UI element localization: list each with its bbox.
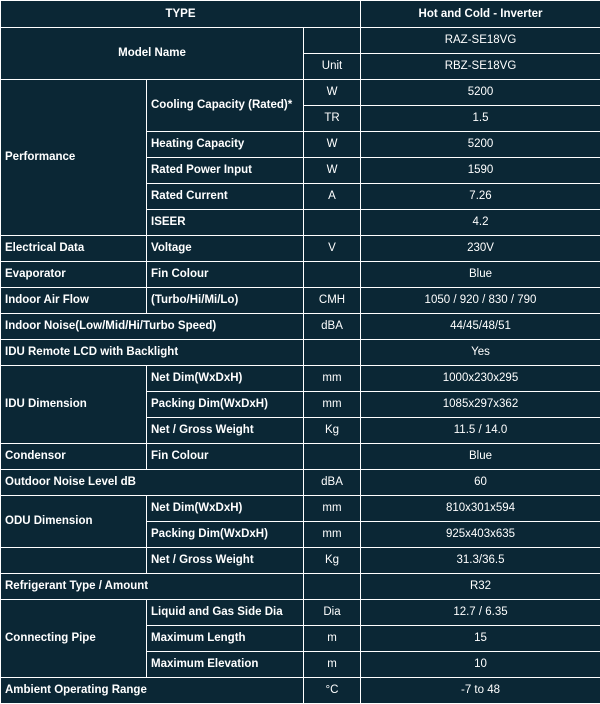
- refrigerant-row: [1, 574, 600, 600]
- idu-pack-unit: mm: [304, 392, 361, 418]
- odu-pack-value: 925x403x635: [361, 522, 600, 548]
- current-value: 7.26: [361, 184, 600, 210]
- condensor-unit: [304, 444, 361, 470]
- current-label: Rated Current: [147, 184, 304, 210]
- evaporator-unit: [304, 262, 361, 288]
- idu-remote-row: [1, 340, 600, 366]
- power-label: Rated Power Input: [147, 158, 304, 184]
- pipe-elevation-value: 10: [361, 652, 600, 678]
- indoor-noise-unit: dBA: [304, 314, 361, 340]
- idu-weight-unit: Kg: [304, 418, 361, 444]
- outdoor-noise-row: [1, 470, 600, 496]
- outdoor-noise-value: 60: [361, 470, 600, 496]
- heating-label: Heating Capacity: [147, 132, 304, 158]
- model-name-label: Model Name: [1, 28, 304, 80]
- cooling-tr-unit: TR: [304, 106, 361, 132]
- air-flow-param: (Turbo/Hi/Mi/Lo): [147, 288, 304, 314]
- cooling-label: Cooling Capacity (Rated)*: [147, 80, 304, 132]
- idu-net-unit: mm: [304, 366, 361, 392]
- connecting-pipe-label: Connecting Pipe: [1, 600, 147, 678]
- type-value: Hot and Cold - Inverter: [361, 1, 600, 28]
- heating-unit: W: [304, 132, 361, 158]
- pipe-dia-row: [1, 600, 600, 626]
- evaporator-row: [1, 262, 600, 288]
- perf-cooling-w-row: [1, 80, 600, 106]
- refrigerant-value: R32: [361, 574, 600, 600]
- cooling-w-value: 5200: [361, 80, 600, 106]
- idu-remote-value: Yes: [361, 340, 600, 366]
- pipe-dia-value: 12.7 / 6.35: [361, 600, 600, 626]
- refrigerant-label: Refrigerant Type / Amount: [1, 574, 304, 600]
- idu-net-value: 1000x230x295: [361, 366, 600, 392]
- type-label: TYPE: [1, 1, 361, 28]
- electrical-row: [1, 236, 600, 262]
- odu-weight-blank: [1, 548, 147, 574]
- air-flow-label: Indoor Air Flow: [1, 288, 147, 314]
- iseer-label: ISEER: [147, 210, 304, 236]
- indoor-noise-row: [1, 314, 600, 340]
- idu-remote-label: IDU Remote LCD with Backlight: [1, 340, 304, 366]
- idu-dimension-label: IDU Dimension: [1, 366, 147, 444]
- odu-pack-unit: mm: [304, 522, 361, 548]
- condensor-fin-label: Fin Colour: [147, 444, 304, 470]
- idu-weight-label: Net / Gross Weight: [147, 418, 304, 444]
- pipe-length-value: 15: [361, 626, 600, 652]
- air-flow-unit: CMH: [304, 288, 361, 314]
- idu-pack-label: Packing Dim(WxDxH): [147, 392, 304, 418]
- idu-weight-value: 11.5 / 14.0: [361, 418, 600, 444]
- ambient-row: [1, 678, 600, 704]
- evaporator-value: Blue: [361, 262, 600, 288]
- current-unit: A: [304, 184, 361, 210]
- idu-net-row: [1, 366, 600, 392]
- outdoor-noise-unit: dBA: [304, 470, 361, 496]
- voltage-label: Voltage: [147, 236, 304, 262]
- voltage-value: 230V: [361, 236, 600, 262]
- power-value: 1590: [361, 158, 600, 184]
- air-flow-value: 1050 / 920 / 830 / 790: [361, 288, 600, 314]
- cooling-tr-value: 1.5: [361, 106, 600, 132]
- evaporator-fin-label: Fin Colour: [147, 262, 304, 288]
- pipe-length-label: Maximum Length: [147, 626, 304, 652]
- odu-weight-value: 31.3/36.5: [361, 548, 600, 574]
- model-row-indoor: [1, 28, 600, 54]
- condensor-value: Blue: [361, 444, 600, 470]
- odu-weight-row: [1, 548, 600, 574]
- pipe-length-unit: m: [304, 626, 361, 652]
- idu-remote-unit: [304, 340, 361, 366]
- pipe-elevation-label: Maximum Elevation: [147, 652, 304, 678]
- electrical-label: Electrical Data: [1, 236, 147, 262]
- odu-net-row: [1, 496, 600, 522]
- idu-net-label: Net Dim(WxDxH): [147, 366, 304, 392]
- cooling-w-unit: W: [304, 80, 361, 106]
- odu-dimension-label: ODU Dimension: [1, 496, 147, 548]
- refrigerant-unit: [304, 574, 361, 600]
- iseer-unit: [304, 210, 361, 236]
- ambient-value: -7 to 48: [361, 678, 600, 704]
- model-unit-blank: [304, 28, 361, 54]
- header-row: [1, 1, 600, 28]
- odu-weight-label: Net / Gross Weight: [147, 548, 304, 574]
- pipe-dia-unit: Dia: [304, 600, 361, 626]
- air-flow-row: [1, 288, 600, 314]
- odu-net-label: Net Dim(WxDxH): [147, 496, 304, 522]
- indoor-noise-value: 44/45/48/51: [361, 314, 600, 340]
- iseer-value: 4.2: [361, 210, 600, 236]
- indoor-noise-label: Indoor Noise(Low/Mid/Hi/Turbo Speed): [1, 314, 304, 340]
- outdoor-noise-label: Outdoor Noise Level dB: [1, 470, 304, 496]
- model-unit-label: Unit: [304, 54, 361, 80]
- condensor-label: Condensor: [1, 444, 147, 470]
- pipe-dia-label: Liquid and Gas Side Dia: [147, 600, 304, 626]
- performance-label: Performance: [1, 80, 147, 236]
- idu-pack-value: 1085x297x362: [361, 392, 600, 418]
- evaporator-label: Evaporator: [1, 262, 147, 288]
- odu-net-value: 810x301x594: [361, 496, 600, 522]
- model-indoor: RAZ-SE18VG: [361, 28, 600, 54]
- ambient-unit: °C: [304, 678, 361, 704]
- pipe-elevation-unit: m: [304, 652, 361, 678]
- heating-value: 5200: [361, 132, 600, 158]
- odu-pack-label: Packing Dim(WxDxH): [147, 522, 304, 548]
- voltage-unit: V: [304, 236, 361, 262]
- odu-weight-unit: Kg: [304, 548, 361, 574]
- condensor-row: [1, 444, 600, 470]
- odu-net-unit: mm: [304, 496, 361, 522]
- ambient-label: Ambient Operating Range: [1, 678, 304, 704]
- power-unit: W: [304, 158, 361, 184]
- model-outdoor: RBZ-SE18VG: [361, 54, 600, 80]
